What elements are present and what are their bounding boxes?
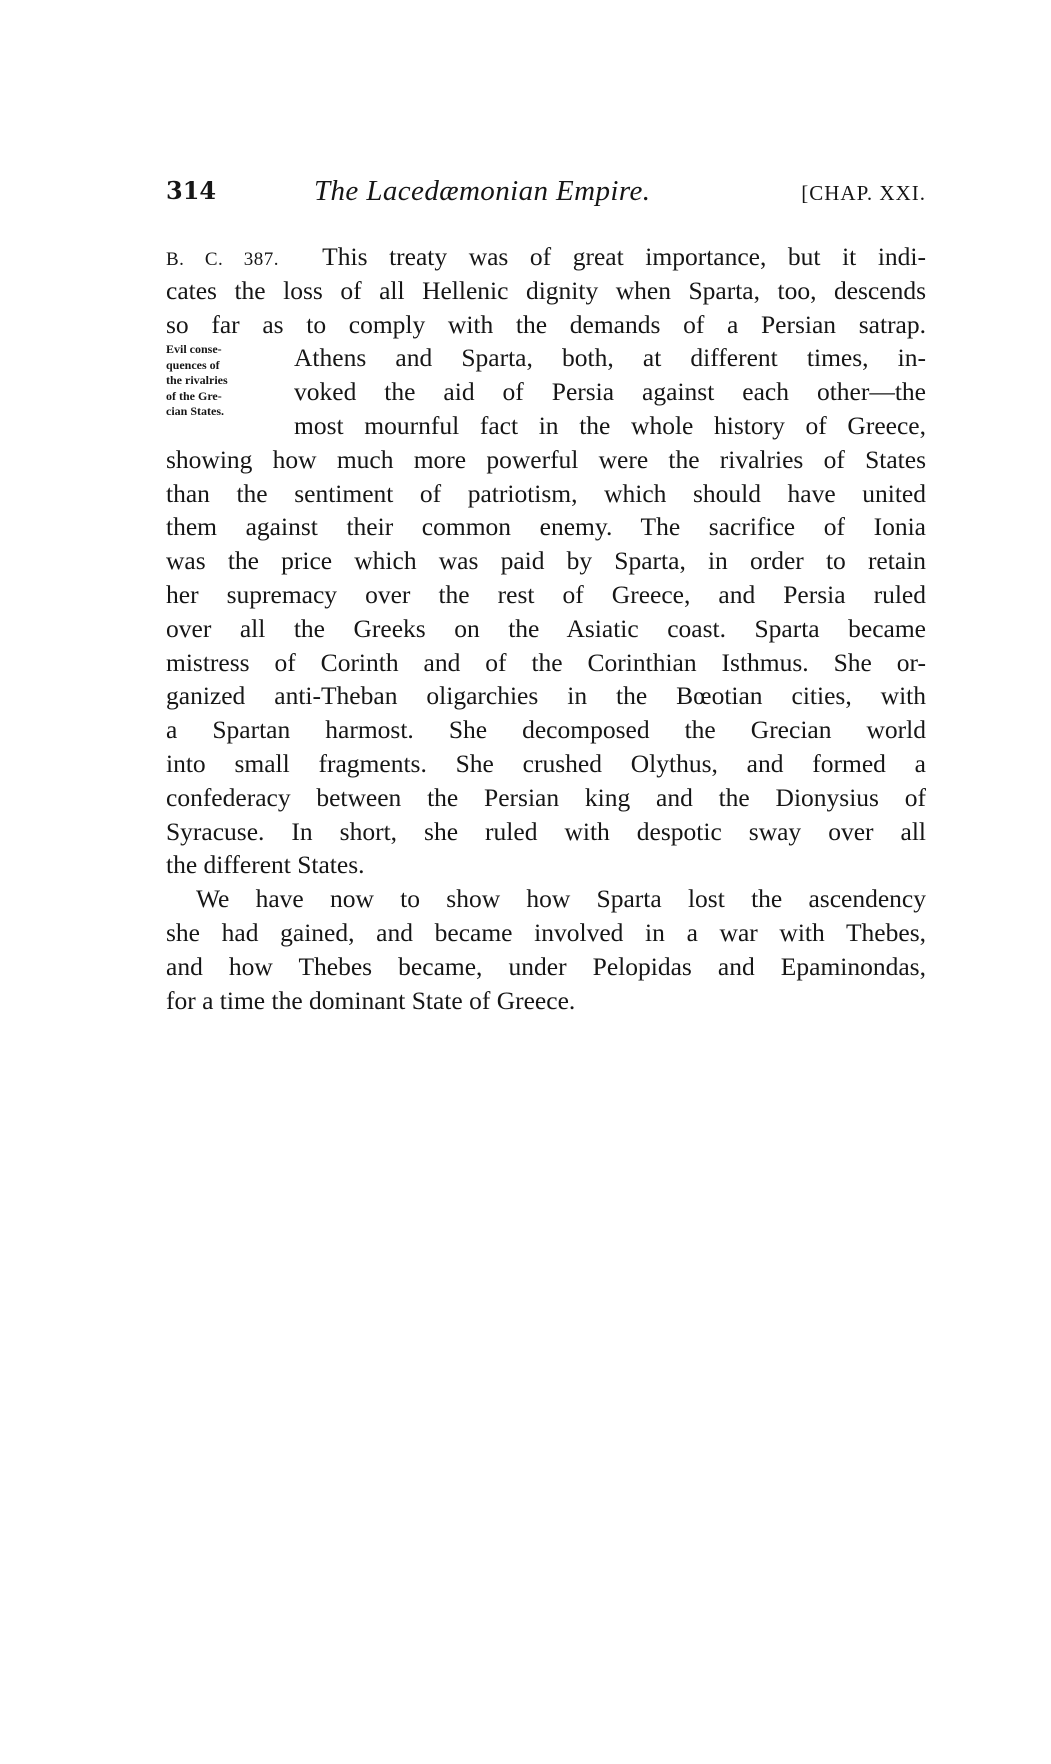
sidenote-line: cian States. bbox=[166, 404, 224, 418]
text-line: Syracuse. In short, she ruled with despotic sway over all bbox=[166, 816, 926, 846]
text-line: and how Thebes became, under Pelopidas and Epaminondas, bbox=[166, 951, 926, 981]
text-line: than the sentiment of patriotism, which should have united bbox=[166, 478, 926, 508]
sidenote-line: of the Gre- bbox=[166, 388, 222, 403]
sidenote-line: Evil conse- bbox=[166, 342, 222, 356]
text-line: confederacy between the Persian king and the Dionysius of bbox=[166, 782, 926, 812]
sidenote-line: quences of bbox=[166, 357, 220, 372]
text-line: the different States. bbox=[166, 850, 365, 880]
text-line: most mournful fact in the whole history of Greece, bbox=[294, 410, 926, 440]
text-line: ganized anti-Theban oligarchies in the Bœotian cities, with bbox=[166, 681, 926, 711]
chapter-label: [CHAP. XXI. bbox=[801, 181, 926, 205]
text-line: for a time the dominant State of Greece. bbox=[166, 985, 576, 1015]
text-line: cates the loss of all Hellenic dignity when Sparta, too, descends bbox=[166, 275, 926, 305]
text-line bbox=[166, 240, 926, 274]
body-text bbox=[166, 240, 926, 1017]
text-line: her supremacy over the rest of Greece, and Persia ruled bbox=[166, 579, 926, 609]
date-marginal: B. C. 387. bbox=[166, 249, 279, 270]
text-line: she had gained, and became involved in a war with Thebes, bbox=[166, 917, 926, 947]
sidenote-line: the rivalries bbox=[166, 373, 228, 387]
text-line: over all the Greeks on the Asiatic coast. Sparta became bbox=[166, 613, 926, 643]
text-line: voked the aid of Persia against each other—the bbox=[294, 377, 926, 407]
running-title: The Lacedæmonian Empire. bbox=[314, 175, 651, 207]
text-line: Athens and Sparta, both, at different times, in- bbox=[294, 343, 926, 373]
text-line: was the price which was paid by Sparta, in order to retain bbox=[166, 546, 926, 576]
text-line: mistress of Corinth and of the Corinthian Isthmus. She or- bbox=[166, 647, 926, 677]
text-line: into small fragments. She crushed Olythus, and formed a bbox=[166, 748, 926, 778]
text-line: We have now to show how Sparta lost the ascendency bbox=[196, 884, 926, 914]
text-line: them against their common enemy. The sacrifice of Ionia bbox=[166, 512, 926, 542]
page-header bbox=[166, 177, 926, 213]
text-line: so far as to comply with the demands of a Persian satrap. bbox=[166, 309, 926, 339]
page-number: 314 bbox=[166, 176, 217, 205]
text-line: a Spartan harmost. She decomposed the Grecian world bbox=[166, 715, 926, 745]
text-line-content: This treaty was of great importance, but it indi- bbox=[322, 242, 926, 271]
text-line: showing how much more powerful were the rivalries of States bbox=[166, 444, 926, 474]
